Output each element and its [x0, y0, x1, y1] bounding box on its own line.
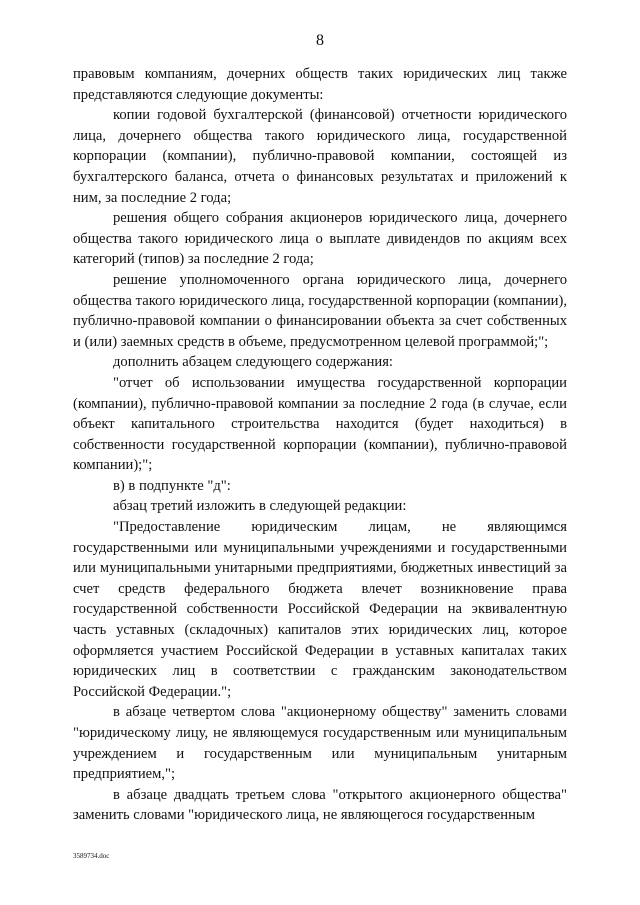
paragraph-continuation: правовым компаниям, дочерних обществ таких юридических лиц также представляются следующие документы: [73, 66, 567, 103]
paragraph-property-report: "отчет об использовании имущества государственной корпорации (компании), публично-правовой компании за последние 2 года (в случае, если объект капитального строительства находится (будет находиться) в собственности государственной корпорации (компании), публично-правовой компании);"; [73, 374, 567, 474]
paragraph-fourth-clause: в абзаце четвертом слова "акционерному обществу" заменить словами "юридическому лицу, не являющемуся государственным или муниципальным учреждением и государственным или муниципальным унитарным предприятием,"; [73, 704, 567, 783]
document-file-id: 3589734.doc [73, 852, 110, 860]
paragraph-subclause-d: в) в подпункте "д": [113, 477, 231, 494]
paragraph-budget-investments: "Предоставление юридическим лицам, не являющимся государственными или муниципальными учреждениями и государственными или муниципальными унитарными предприятиями, бюджетных инвестиций за счет средств федерального бюджета влечет возникновение права государственной собственности Российской Федерации на эквивалентную часть уставных (складочных) капиталов этих юридических лиц, которое оформляется участием Российской Федерации в уставных капиталах таких юридических лиц в соответствии с гражданским законодательством Российской Федерации."; [73, 519, 567, 700]
paragraph-add-clause: дополнить абзацем следующего содержания: [113, 354, 393, 371]
paragraph-financial-statements: копии годовой бухгалтерской (финансовой) отчетности юридического лица, дочернего общества такого юридического лица, государственной корпорации (компании), публично-правовой компании, состоящей из бухгалтерского баланса, отчета о финансовых результатах и приложений к ним, за последние 2 года; [73, 107, 567, 206]
page-number: 8 [316, 32, 324, 49]
paragraph-shareholder-decisions: решения общего собрания акционеров юридического лица, дочернего общества такого юридического лица о выплате дивидендов по акциям всех категорий (типов) за последние 2 года; [73, 210, 567, 268]
paragraph-third-clause: абзац третий изложить в следующей редакции: [113, 498, 407, 515]
paragraph-twenty-third-clause: в абзаце двадцать третьем слова "открытого акционерного общества" заменить словами "юридического лица, не являющегося государственным [73, 786, 567, 824]
paragraph-financing-decision: решение уполномоченного органа юридического лица, дочернего общества такого юридического лица, государственной корпорации (компании), публично-правовой компании о финансировании объекта за счет собственных и (или) заемных средств в объеме, предусмотренном целевой программой;"; [73, 271, 567, 350]
document-body [73, 64, 567, 826]
